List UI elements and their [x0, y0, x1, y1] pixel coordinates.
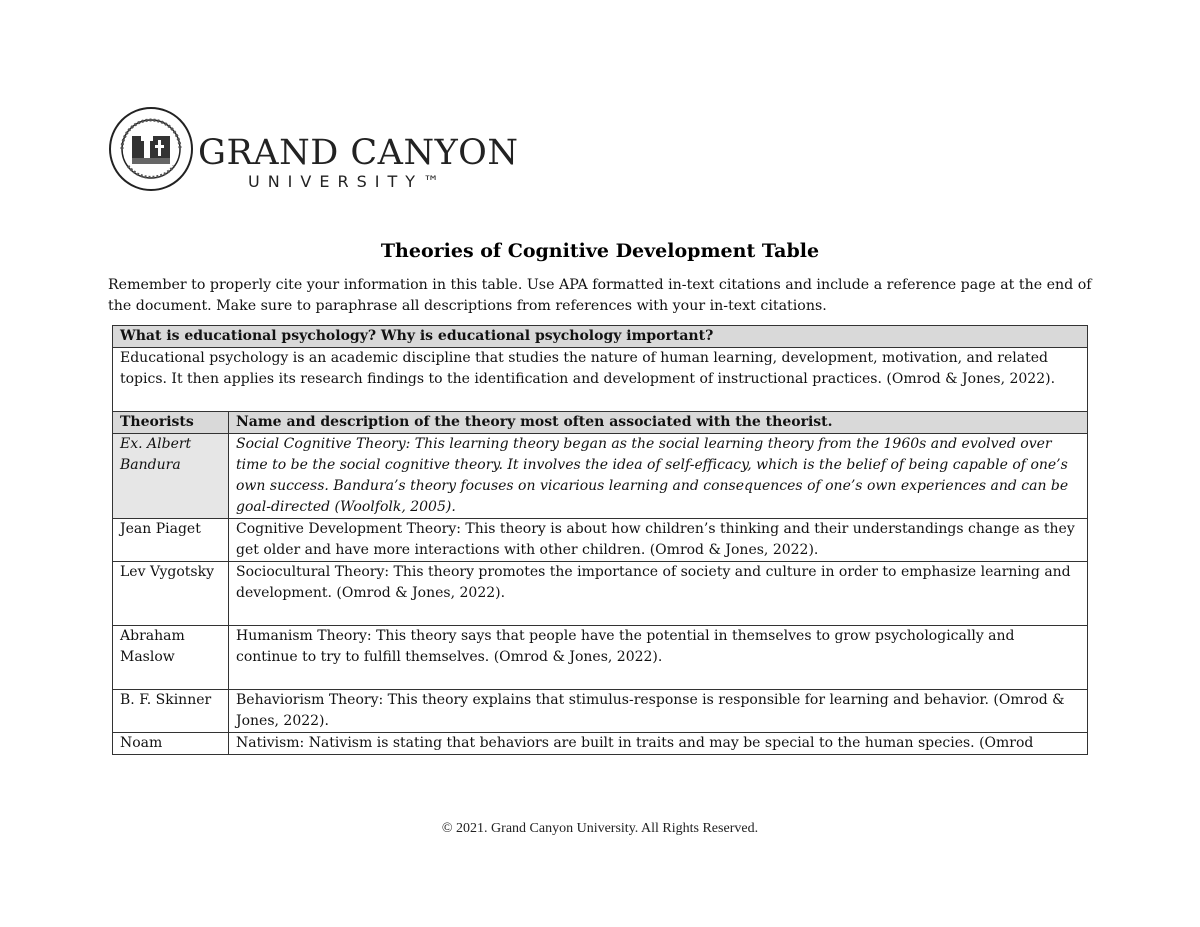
table-row	[113, 690, 1088, 733]
theorist-cell: Noam	[113, 733, 229, 755]
table-row	[113, 733, 1088, 755]
theorist-cell: B. F. Skinner	[113, 690, 229, 733]
description-cell: Behaviorism Theory: This theory explains that stimulus-response is responsible for learning and behavior. (Omrod & Jones, 2022).	[229, 690, 1088, 733]
logo-subtext: UNIVERSITY™	[248, 172, 447, 191]
theorist-cell: Lev Vygotsky	[113, 562, 229, 626]
description-header: Name and description of the theory most often associated with the theorist.	[229, 412, 1088, 434]
answer-cell: Educational psychology is an academic discipline that studies the nature of human learning, development, motivation, and related topics. It then applies its research findings to the identification and development of instructional practices. (Omrod & Jones, 2022).	[113, 348, 1088, 412]
theorist-cell: Ex. Albert Bandura	[113, 434, 229, 519]
column-header-row	[113, 412, 1088, 434]
question-row	[113, 326, 1088, 348]
table-row	[113, 626, 1088, 690]
theorists-header: Theorists	[113, 412, 229, 434]
logo-wordmark: GRAND CANYON	[198, 133, 519, 173]
description-cell: Nativism: Nativism is stating that behaviors are built in traits and may be special to the human species. (Omrod	[229, 733, 1088, 755]
table-row	[113, 562, 1088, 626]
question-cell: What is educational psychology? Why is educational psychology important?	[113, 326, 1088, 348]
university-seal-icon	[108, 106, 194, 192]
description-cell: Sociocultural Theory: This theory promotes the importance of society and culture in order to emphasize learning and development. (Omrod & Jones, 2022).	[229, 562, 1088, 626]
theorist-cell: Jean Piaget	[113, 519, 229, 562]
university-logo	[108, 106, 519, 194]
copyright-footer: © 2021. Grand Canyon University. All Rights Reserved.	[441, 821, 759, 836]
theorist-cell: Abraham Maslow	[113, 626, 229, 690]
answer-row	[113, 348, 1088, 412]
description-cell: Humanism Theory: This theory says that people have the potential in themselves to grow psychologically and continue to try to fulfill themselves. (Omrod & Jones, 2022).	[229, 626, 1088, 690]
description-cell: Cognitive Development Theory: This theory is about how children’s thinking and their understandings change as they get older and have more interactions with other children. (Omrod & Jones, 2022).	[229, 519, 1088, 562]
description-cell: Social Cognitive Theory: This learning theory began as the social learning theory from the 1960s and evolved over time to be the social cognitive theory. It involves the idea of self-efficacy, which is the belief of being capable of one’s own success. Bandura’s theory focuses on vicarious learning and consequences of one’s own experiences and can be goal-directed (Woolfolk, 2005).	[229, 434, 1088, 519]
instructions-paragraph: Remember to properly cite your information in this table. Use APA formatted in-text citations and include a reference page at the end of the document. Make sure to paraphrase all descriptions from references with your in-text citations.	[108, 277, 1092, 314]
table-row	[113, 519, 1088, 562]
theories-table	[112, 325, 1088, 755]
table-row	[113, 434, 1088, 519]
page-title: Theories of Cognitive Development Table	[380, 240, 820, 262]
